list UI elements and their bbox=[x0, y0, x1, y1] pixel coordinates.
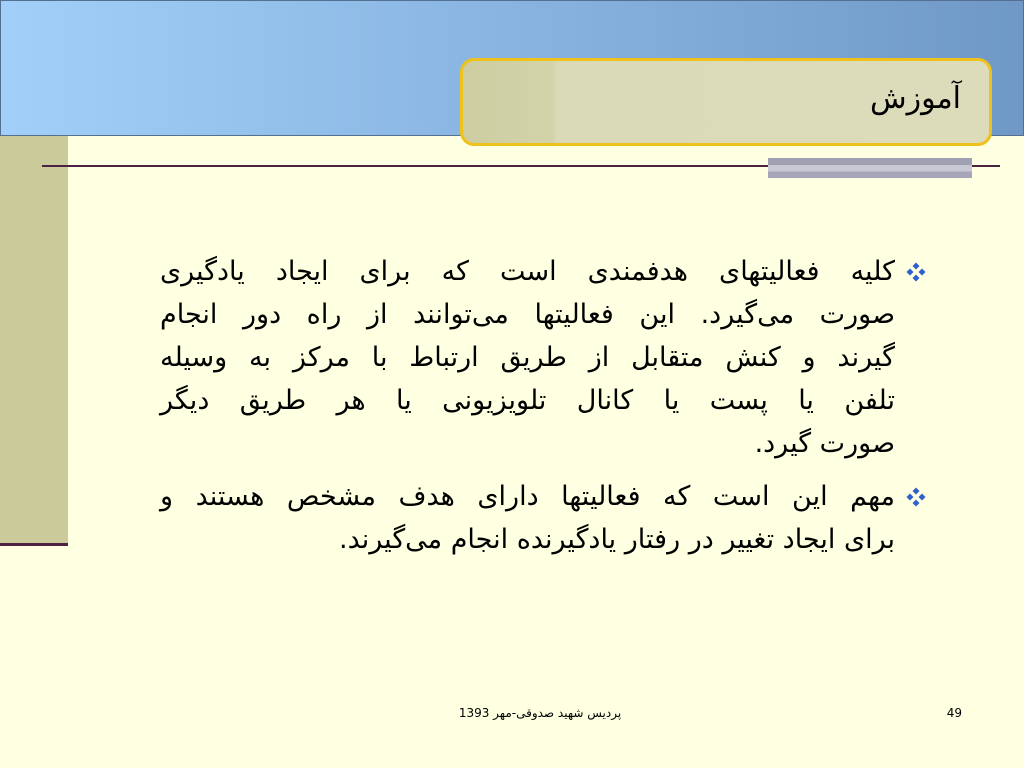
left-accent-column bbox=[0, 136, 68, 543]
slide-title: آموزش bbox=[869, 81, 961, 116]
diamond-bullet-icon bbox=[905, 486, 927, 508]
bullet-line: تلفن یا پست یا کانال تلویزیونی یا هر طریق دیگر bbox=[160, 385, 895, 416]
bullet-line: برای ایجاد تغییر در رفتار یادگیرنده انجام می‌گیرند. bbox=[339, 524, 895, 555]
accent-column-base-line bbox=[0, 543, 68, 546]
footer-text: پردیس شهید صدوقی-مهر 1393 bbox=[458, 706, 622, 720]
title-box bbox=[460, 58, 992, 146]
bullet-line: گیرند و کنش متقابل از طریق ارتباط با مرکز به وسیله bbox=[160, 342, 895, 373]
bullet-line: مهم این است که فعالیتها دارای هدف مشخص هستند و bbox=[160, 481, 895, 512]
diamond-bullet-icon bbox=[905, 261, 927, 283]
page-number: 49 bbox=[946, 706, 962, 720]
bullet-item bbox=[160, 475, 930, 561]
bullet-item bbox=[160, 250, 930, 465]
bullet-line: کلیه فعالیتهای هدفمندی است که برای ایجاد یادگیری bbox=[160, 256, 895, 287]
header-divider-bar bbox=[768, 158, 972, 178]
bullet-line: صورت می‌گیرد. این فعالیتها می‌توانند از راه دور انجام bbox=[160, 299, 895, 330]
slide-body bbox=[160, 250, 930, 561]
bullet-line: صورت گیرد. bbox=[754, 428, 895, 459]
